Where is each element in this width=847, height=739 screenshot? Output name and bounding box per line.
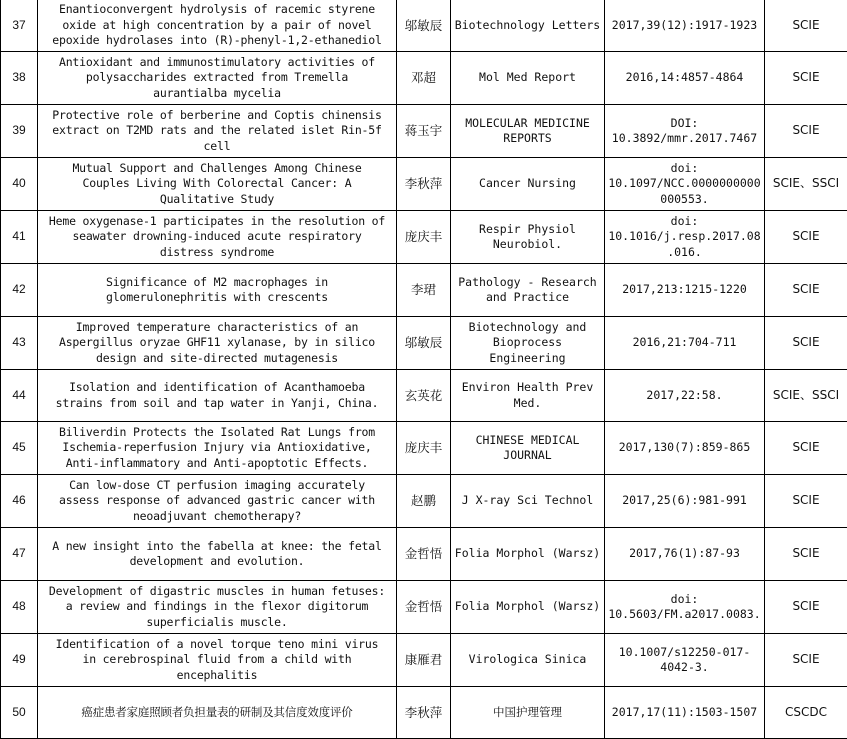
publication-table-body [1, 0, 847, 739]
table-row [1, 634, 847, 687]
journal-cell: Virologica Sinica [451, 634, 605, 687]
table-row [1, 158, 847, 211]
author-cell: 李秋萍 [397, 687, 451, 739]
paper-title-cell: Heme oxygenase-1 participates in the resolution of seawater drowning-induced acute respiratory distress syndrome [38, 211, 397, 264]
author-cell: 邬敏辰 [397, 317, 451, 370]
index-type-cell: SCIE [765, 422, 847, 475]
row-number-cell: 44 [1, 370, 38, 422]
journal-cell: J X-ray Sci Technol [451, 475, 605, 528]
author-cell: 李珺 [397, 264, 451, 317]
index-type-cell: CSCDC [765, 687, 847, 739]
citation-cell: DOI: 10.3892/mmr.2017.7467 [605, 105, 765, 158]
table-row [1, 422, 847, 475]
author-cell: 赵鹏 [397, 475, 451, 528]
paper-title-cell: 癌症患者家庭照顾者负担量表的研制及其信度效度评价 [38, 687, 397, 739]
citation-cell: 2017,76(1):87-93 [605, 528, 765, 581]
table-row [1, 317, 847, 370]
index-type-cell: SCIE [765, 475, 847, 528]
journal-cell: Folia Morphol (Warsz) [451, 581, 605, 634]
row-number-cell: 43 [1, 317, 38, 370]
author-cell: 邓超 [397, 52, 451, 105]
index-type-cell: SCIE [765, 634, 847, 687]
table-row [1, 528, 847, 581]
author-cell: 康雁君 [397, 634, 451, 687]
journal-cell: 中国护理管理 [451, 687, 605, 739]
paper-title-cell: Antioxidant and immunostimulatory activities of polysaccharides extracted from Tremella aurantialba mycelia [38, 52, 397, 105]
table-row [1, 52, 847, 105]
journal-cell: Environ Health Prev Med. [451, 370, 605, 422]
paper-title-cell: Improved temperature characteristics of an Aspergillus oryzae GHF11 xylanase, by in silico design and site-directed mutagenesis [38, 317, 397, 370]
paper-title-cell: A new insight into the fabella at knee: the fetal development and evolution. [38, 528, 397, 581]
paper-title-cell: Isolation and identification of Acanthamoeba strains from soil and tap water in Yanji, China. [38, 370, 397, 422]
table-row [1, 581, 847, 634]
paper-title-cell: Development of digastric muscles in human fetuses: a review and findings in the flexor digitorum superficialis muscle. [38, 581, 397, 634]
row-number-cell: 37 [1, 0, 38, 52]
paper-title-cell: Significance of M2 macrophages in glomerulonephritis with crescents [38, 264, 397, 317]
table-row [1, 105, 847, 158]
row-number-cell: 40 [1, 158, 38, 211]
paper-title-cell: Enantioconvergent hydrolysis of racemic styrene oxide at high concentration by a pair of novel epoxide hydrolases into (R)-phenyl-1,2-ethanediol [38, 0, 397, 52]
index-type-cell: SCIE、SSCI [765, 370, 847, 422]
paper-title-cell: Biliverdin Protects the Isolated Rat Lungs from Ischemia-reperfusion Injury via Antioxidative, Anti-inflammatory and Anti-apoptotic Effects. [38, 422, 397, 475]
table-row [1, 0, 847, 52]
author-cell: 邬敏辰 [397, 0, 451, 52]
citation-cell: 2017,22:58. [605, 370, 765, 422]
author-cell: 庞庆丰 [397, 211, 451, 264]
paper-title-cell: Mutual Support and Challenges Among Chinese Couples Living With Colorectal Cancer: A Qualitative Study [38, 158, 397, 211]
journal-cell: Respir Physiol Neurobiol. [451, 211, 605, 264]
journal-cell: CHINESE MEDICAL JOURNAL [451, 422, 605, 475]
journal-cell: Biotechnology Letters [451, 0, 605, 52]
citation-cell: 2016,21:704-711 [605, 317, 765, 370]
citation-cell: doi: 10.1097/NCC.0000000000 000553. [605, 158, 765, 211]
paper-title-cell: Identification of a novel torque teno mini virus in cerebrospinal fluid from a child with encephalitis [38, 634, 397, 687]
citation-cell: 2017,130(7):859-865 [605, 422, 765, 475]
index-type-cell: SCIE [765, 317, 847, 370]
paper-title-cell: Can low-dose CT perfusion imaging accurately assess response of advanced gastric cancer with neoadjuvant chemotherapy? [38, 475, 397, 528]
index-type-cell: SCIE [765, 264, 847, 317]
journal-cell: Biotechnology and Bioprocess Engineering [451, 317, 605, 370]
row-number-cell: 38 [1, 52, 38, 105]
paper-title-cell: Protective role of berberine and Coptis chinensis extract on T2MD rats and the related islet Rin-5f cell [38, 105, 397, 158]
index-type-cell: SCIE [765, 581, 847, 634]
row-number-cell: 39 [1, 105, 38, 158]
row-number-cell: 41 [1, 211, 38, 264]
citation-cell: doi: 10.1016/j.resp.2017.08 .016. [605, 211, 765, 264]
index-type-cell: SCIE [765, 528, 847, 581]
journal-cell: Pathology - Research and Practice [451, 264, 605, 317]
author-cell: 李秋萍 [397, 158, 451, 211]
index-type-cell: SCIE [765, 105, 847, 158]
row-number-cell: 50 [1, 687, 38, 739]
row-number-cell: 49 [1, 634, 38, 687]
journal-cell: Mol Med Report [451, 52, 605, 105]
citation-cell: 2017,25(6):981-991 [605, 475, 765, 528]
table-row [1, 211, 847, 264]
citation-cell: 2017,213:1215-1220 [605, 264, 765, 317]
citation-cell: 2017,39(12):1917-1923 [605, 0, 765, 52]
row-number-cell: 42 [1, 264, 38, 317]
index-type-cell: SCIE [765, 52, 847, 105]
author-cell: 庞庆丰 [397, 422, 451, 475]
index-type-cell: SCIE [765, 211, 847, 264]
row-number-cell: 46 [1, 475, 38, 528]
journal-cell: MOLECULAR MEDICINE REPORTS [451, 105, 605, 158]
table-row [1, 370, 847, 422]
citation-cell: 2016,14:4857-4864 [605, 52, 765, 105]
table-row [1, 475, 847, 528]
table-row [1, 264, 847, 317]
citation-cell: 10.1007/s12250-017- 4042-3. [605, 634, 765, 687]
author-cell: 玄英花 [397, 370, 451, 422]
row-number-cell: 48 [1, 581, 38, 634]
citation-cell: 2017,17(11):1503-1507 [605, 687, 765, 739]
index-type-cell: SCIE、SSCI [765, 158, 847, 211]
author-cell: 蒋玉宇 [397, 105, 451, 158]
index-type-cell: SCIE [765, 0, 847, 52]
journal-cell: Cancer Nursing [451, 158, 605, 211]
row-number-cell: 47 [1, 528, 38, 581]
citation-cell: doi: 10.5603/FM.a2017.0083. [605, 581, 765, 634]
journal-cell: Folia Morphol (Warsz) [451, 528, 605, 581]
table-row [1, 687, 847, 739]
row-number-cell: 45 [1, 422, 38, 475]
author-cell: 金哲悟 [397, 528, 451, 581]
author-cell: 金哲悟 [397, 581, 451, 634]
